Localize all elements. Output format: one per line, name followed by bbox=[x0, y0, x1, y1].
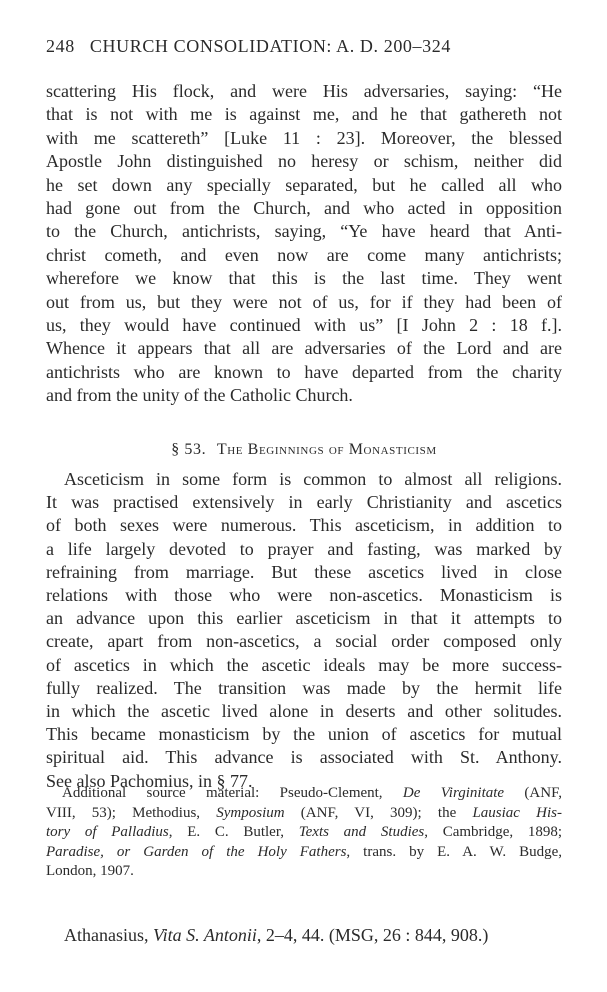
work-title: Texts and Studies bbox=[298, 824, 425, 840]
text-line: Apostle John distinguished no heresy or schism, neither did bbox=[46, 151, 562, 172]
work-title: Paradise, or Garden of the Holy Fathers bbox=[46, 843, 347, 860]
text-line bbox=[46, 804, 562, 824]
work-title: Lausiac His- bbox=[472, 804, 562, 821]
section-title: The Beginnings of Monasticism bbox=[216, 441, 437, 458]
text-line: he set down any specially separated, but he called all who bbox=[46, 174, 562, 195]
text-line: that is not with me is against me, and he that gathereth not bbox=[46, 104, 562, 125]
work-title: Vita S. Antonii bbox=[153, 925, 257, 945]
text-line: of ascetics in which the ascetic ideals may be more success- bbox=[46, 654, 562, 675]
running-title: CHURCH CONSOLIDATION: A. D. 200–324 bbox=[89, 36, 451, 56]
text-line: See also Pachomius, in § 77. bbox=[46, 770, 253, 791]
text-run: , trans. by E. A. W. Budge, bbox=[346, 843, 562, 860]
text-line: in which the ascetic lived alone in deserts and other solitudes. bbox=[46, 701, 562, 722]
text-run: VIII, 53); Methodius, bbox=[46, 804, 217, 821]
text-line: wherefore we know that this is the last time. They went bbox=[46, 268, 562, 289]
paragraph-cyprian-quote bbox=[46, 80, 562, 408]
text-line: relations with those who were non-ascetics. Monasticism is bbox=[46, 585, 562, 606]
text-line bbox=[46, 843, 562, 863]
work-title: tory of Palladius bbox=[46, 824, 169, 840]
text-line: create, apart from non-ascetics, a social order composed only bbox=[46, 631, 562, 652]
text-line: refraining from marriage. But these ascetics lived in close bbox=[46, 561, 562, 582]
text-run: Athanasius, bbox=[64, 925, 153, 945]
text-line: fully realized. The transition was made by the hermit life bbox=[46, 677, 562, 698]
page-number: 248 bbox=[46, 36, 75, 56]
text-line: had gone out from the Church, and who acted in opposition bbox=[46, 198, 562, 219]
text-run: , E. C. Butler, bbox=[168, 824, 299, 840]
text-run: (ANF, VI, 309); the bbox=[284, 804, 473, 821]
section-number: § 53. bbox=[171, 441, 207, 458]
text-line: This became monasticism by the union of ascetics for mutual bbox=[46, 724, 562, 745]
paragraph-monasticism bbox=[46, 468, 562, 793]
primary-citation bbox=[46, 924, 562, 947]
text-line: London, 1907. bbox=[46, 863, 134, 879]
text-line: Whence it appears that all are adversaries of the Lord and are bbox=[46, 338, 562, 359]
text-line: a life largely devoted to prayer and fasting, was marked by bbox=[46, 538, 562, 559]
text-line bbox=[46, 924, 562, 947]
additional-sources-note bbox=[46, 784, 562, 882]
text-line: of both sexes were numerous. This asceticism, in addition to bbox=[46, 515, 562, 536]
work-title: De Virginitate bbox=[402, 785, 505, 801]
text-line: scattering His flock, and were His adversaries, saying: “He bbox=[46, 81, 562, 101]
text-line: antichrists who are known to have departed from the charity bbox=[46, 361, 562, 382]
text-line: spiritual aid. This advance is associated with St. Anthony. bbox=[46, 747, 562, 768]
text-line bbox=[46, 784, 562, 804]
text-run: (ANF, bbox=[504, 785, 562, 801]
text-line: to the Church, antichrists, saying, “Ye have heard that Anti- bbox=[46, 221, 562, 242]
running-header bbox=[46, 36, 566, 57]
section-heading bbox=[46, 441, 562, 459]
text-run: , Cambridge, 1898; bbox=[424, 824, 562, 840]
text-line: and from the unity of the Catholic Church. bbox=[46, 385, 353, 406]
text-line: It was practised extensively in early Christianity and ascetics bbox=[46, 492, 562, 513]
text-line: with me scattereth” [Luke 11 : 23]. Moreover, the blessed bbox=[46, 127, 562, 148]
text-line: us, they would have continued with us” [I John 2 : 18 f.]. bbox=[46, 315, 562, 336]
text-line: Asceticism in some form is common to almost all religions. bbox=[64, 469, 562, 489]
text-line: christ cometh, and even now are come many antichrists; bbox=[46, 244, 562, 265]
text-run: Additional source material: Pseudo-Clement, bbox=[62, 785, 403, 801]
text-line: an advance upon this earlier asceticism in that it attempts to bbox=[46, 608, 562, 629]
text-run: , 2–4, 44. (MSG, 26 : 844, 908.) bbox=[256, 925, 489, 945]
work-title: Symposium bbox=[216, 804, 285, 821]
text-line bbox=[46, 823, 562, 843]
text-line: out from us, but they were not of us, for if they had been of bbox=[46, 291, 562, 312]
